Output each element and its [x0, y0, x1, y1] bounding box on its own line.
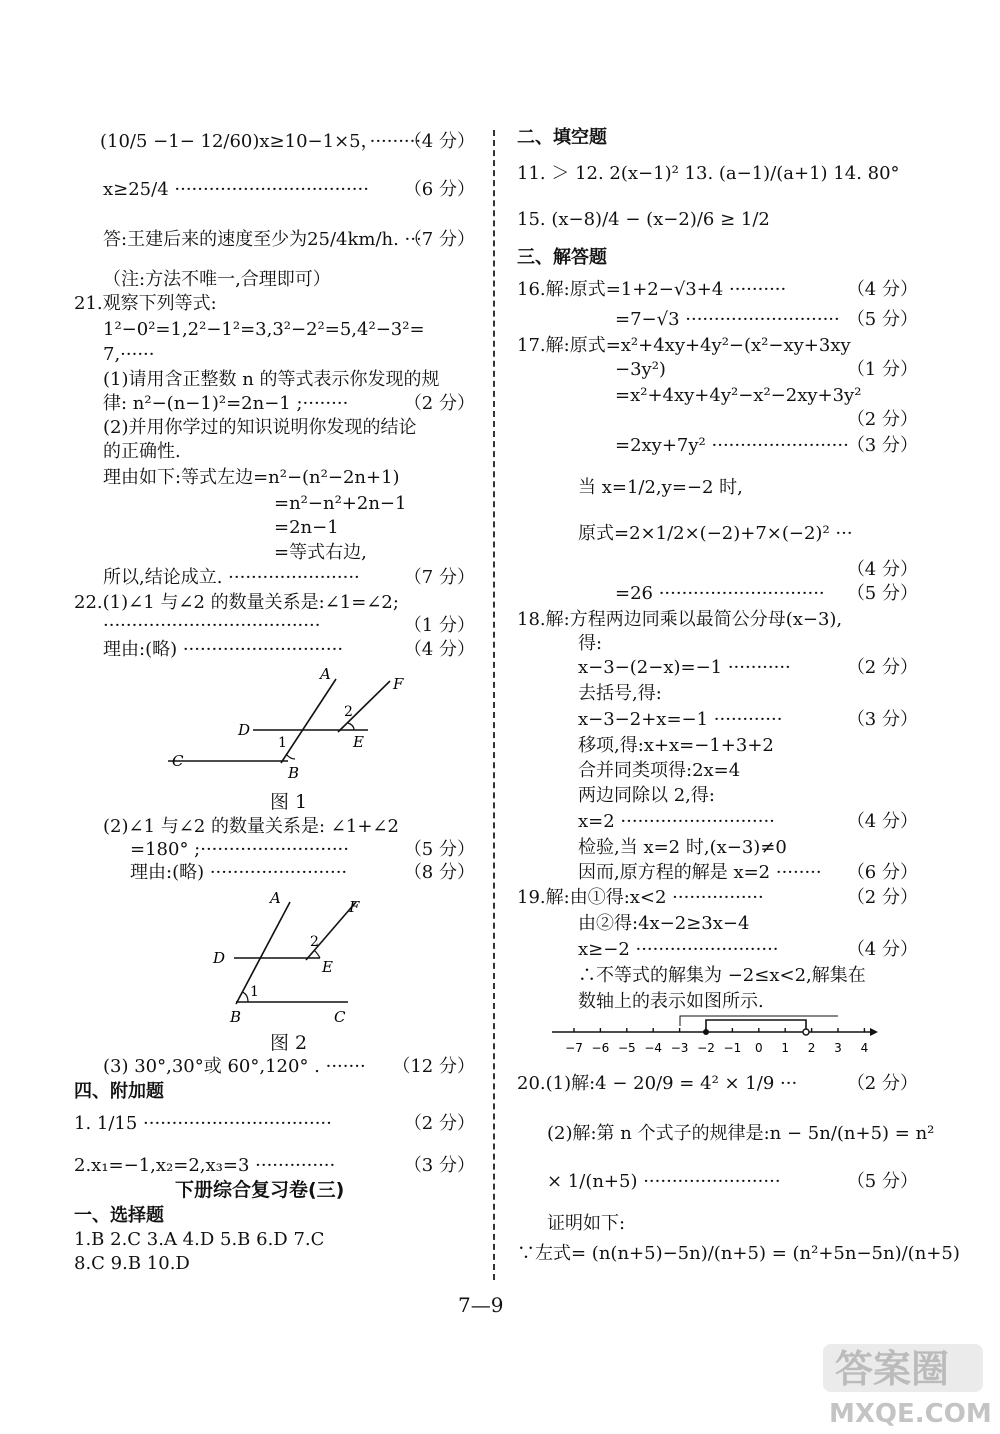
right-line: x=2 ···························	[578, 811, 775, 832]
column-divider	[493, 130, 495, 1280]
right-line: 两边同除以 2,得:	[578, 785, 715, 806]
fig2-label-D: D	[213, 949, 226, 967]
left-line: 理由:(略) ························	[130, 862, 348, 883]
score-points: （3 分）	[403, 1155, 475, 1176]
left-line: ······································	[103, 615, 321, 636]
fig1-label-B: B	[288, 764, 300, 782]
fig1-label-F: F	[393, 675, 404, 693]
fig2-label-F: F	[349, 898, 360, 916]
number-line-tick-label: 2	[807, 1041, 816, 1055]
score-points: （4 分）	[846, 279, 918, 300]
left-line: =2n−1	[274, 517, 339, 538]
right-line: 11. ＞ 12. 2(x−1)² 13. (a−1)/(a+1) 14. 80°	[517, 163, 900, 184]
score-points: （7 分）	[403, 567, 475, 588]
score-points: （4 分）	[846, 811, 918, 832]
left-line: (10/5 −1− 12/60)x≥10−1×5，·········	[100, 131, 422, 152]
right-line: x≥−2 ·························	[578, 939, 779, 960]
watermark-logo	[815, 1340, 995, 1430]
number-line-tick-label: −4	[644, 1041, 663, 1055]
left-line: (3) 30°,30°或 60°,120° . ·······	[103, 1056, 366, 1077]
left-line: 1²−0²=1,2²−1²=3,3²−2²=5,4²−3²=	[103, 319, 425, 340]
score-points: （1 分）	[403, 615, 475, 636]
fig1-label-C: C	[172, 752, 184, 770]
left-line: =180° ;··························	[130, 839, 349, 860]
score-points: （8 分）	[403, 862, 475, 883]
score-points: （7 分）	[403, 229, 475, 250]
right-line: × 1/(n+5) ························	[547, 1171, 781, 1192]
score-points: （2 分）	[403, 1113, 475, 1134]
fig1-label-A: A	[320, 665, 331, 683]
right-line: =7−√3 ···························	[615, 309, 840, 330]
fig1-label-2: 2	[344, 704, 353, 720]
left-line: 8.C 9.B 10.D	[74, 1253, 190, 1274]
right-line: =26 ·····························	[615, 583, 825, 604]
fig2-label-E: E	[322, 958, 333, 976]
left-line: 理由如下:等式左边=n²−(n²−2n+1)	[103, 467, 400, 488]
score-points: （4 分）	[403, 131, 475, 152]
left-line: 1.B 2.C 3.A 4.D 5.B 6.D 7.C	[74, 1229, 325, 1250]
right-line: 三、解答题	[517, 247, 607, 268]
number-line-tick-label: 0	[754, 1041, 763, 1055]
score-points: （5 分）	[846, 1171, 918, 1192]
fig1-label-E: E	[353, 733, 364, 751]
right-line: 原式=2×1/2×(−2)+7×(−2)² ···	[578, 523, 853, 544]
fig2-label-B: B	[230, 1008, 242, 1026]
right-line: x−3−(2−x)=−1 ···········	[578, 657, 791, 678]
watermark-logo-text: 答案圈	[835, 1347, 950, 1391]
right-line: (2)解:第 n 个式子的规律是:n − 5n/(n+5) = n²	[547, 1123, 935, 1144]
right-line: 因而,原方程的解是 x=2 ········	[578, 862, 822, 883]
left-line: =等式右边,	[274, 542, 367, 563]
left-line: 答:王建后来的速度至少为25/4km/h. ···	[103, 229, 422, 250]
left-line: 一、选择题	[74, 1205, 164, 1226]
page-number: 7—9	[458, 1293, 504, 1317]
score-points: （2 分）	[846, 887, 918, 908]
number-line-tick-label: −5	[617, 1041, 636, 1055]
fig1-label-1: 1	[278, 735, 287, 751]
fig2-label-2: 2	[310, 934, 319, 950]
score-points: （4 分）	[846, 939, 918, 960]
left-line: 2.x₁=−1,x₂=2,x₃=3 ··············	[74, 1155, 336, 1176]
number-line-tick-label: −7	[565, 1041, 583, 1055]
right-line: =x²+4xy+4y²−x²−2xy+3y²	[615, 385, 862, 406]
left-line: 理由:(略) ····························	[103, 639, 344, 660]
left-line: (2)并用你学过的知识说明你发现的结论	[103, 417, 417, 438]
number-line	[548, 1012, 888, 1060]
right-line: −3y²)	[615, 359, 666, 380]
right-line: 20.(1)解:4 − 20/9 = 4² × 1/9 ···	[517, 1073, 798, 1094]
right-line: 二、填空题	[517, 127, 607, 148]
left-line: 的正确性.	[103, 441, 181, 462]
number-line-tick-label: 1	[781, 1041, 790, 1055]
right-line: ∴不等式的解集为 −2≤x<2,解集在	[578, 965, 866, 986]
number-line-tick-label: −1	[723, 1041, 742, 1055]
number-line-tick-label: −2	[697, 1041, 715, 1055]
section-title: 下册综合复习卷(三)	[175, 1179, 345, 1201]
score-points: （2 分）	[846, 657, 918, 678]
score-points: （5 分）	[846, 583, 918, 604]
score-points: （2 分）	[846, 1073, 918, 1094]
right-line: 当 x=1/2,y=−2 时,	[578, 477, 743, 498]
right-line: 由②得:4x−2≥3x−4	[578, 913, 750, 934]
right-line: 得:	[578, 633, 603, 654]
right-line: 数轴上的表示如图所示.	[578, 991, 764, 1012]
left-line: 四、附加题	[74, 1081, 164, 1102]
left-line: (1)请用含正整数 n 的等式表示你发现的规	[103, 369, 440, 390]
fig2-label-A: A	[270, 889, 281, 907]
number-line-tick-label: −6	[591, 1041, 610, 1055]
score-points: （3 分）	[846, 709, 918, 730]
right-line: 去括号,得:	[578, 683, 662, 704]
score-points: （12 分）	[392, 1056, 475, 1077]
score-points: （6 分）	[846, 862, 918, 883]
number-line-tick-label: −3	[670, 1041, 689, 1055]
score-points: （3 分）	[846, 435, 918, 456]
fig1-label-D: D	[238, 721, 251, 739]
right-line: 18.解:方程两边同乘以最简公分母(x−3),	[517, 609, 843, 630]
left-line: 22.(1)∠1 与∠2 的数量关系是:∠1=∠2;	[74, 592, 399, 613]
left-line: 1. 1/15 ·································	[74, 1113, 332, 1134]
score-points: （2 分）	[403, 393, 475, 414]
left-line: =n²−n²+2n−1	[274, 493, 407, 514]
figure-1-caption: 图 1	[270, 791, 308, 813]
right-line: ∵左式= (n(n+5)−5n)/(n+5) = (n²+5n−5n)/(n+5)	[517, 1243, 960, 1264]
score-points: （4 分）	[403, 639, 475, 660]
left-line: 21.观察下列等式:	[74, 293, 217, 314]
right-line: 合并同类项得:2x=4	[578, 760, 741, 781]
left-line: 7,······	[103, 344, 155, 365]
fig2-label-C: C	[334, 1008, 346, 1026]
right-line: =2xy+7y² ························	[615, 435, 849, 456]
right-line: 移项,得:x+x=−1+3+2	[578, 735, 774, 756]
score-points: （5 分）	[403, 839, 475, 860]
right-line: 检验,当 x=2 时,(x−3)≠0	[578, 837, 787, 858]
watermark-url: MXQE.COM	[829, 1399, 992, 1429]
right-line: x−3−2+x=−1 ············	[578, 709, 783, 730]
figure-2	[208, 888, 388, 1028]
fig2-label-1: 1	[250, 984, 259, 1000]
right-line: 证明如下:	[547, 1213, 626, 1234]
number-line-tick-label: 4	[860, 1041, 869, 1055]
number-line-tick-label: 3	[834, 1041, 842, 1055]
left-line: （注:方法不唯一,合理即可）	[103, 269, 331, 290]
score-points: （2 分）	[846, 409, 918, 430]
left-line: 所以,结论成立. ·······················	[103, 567, 360, 588]
left-line: x≥25/4 ··································	[103, 179, 369, 200]
left-line: 律: n²−(n−1)²=2n−1 ;········	[103, 393, 349, 414]
left-line: (2)∠1 与∠2 的数量关系是: ∠1+∠2	[103, 816, 399, 837]
figure-1	[168, 665, 418, 785]
right-line: 17.解:原式=x²+4xy+4y²−(x²−xy+3xy	[517, 335, 851, 356]
right-line: 15. (x−8)/4 − (x−2)/6 ≥ 1/2	[517, 209, 770, 230]
score-points: （5 分）	[846, 309, 918, 330]
score-points: （4 分）	[846, 559, 918, 580]
score-points: （1 分）	[846, 359, 918, 380]
score-points: （6 分）	[403, 179, 475, 200]
right-line: 19.解:由①得:x<2 ················	[517, 887, 764, 908]
right-line: 16.解:原式=1+2−√3+4 ··········	[517, 279, 787, 300]
figure-2-caption: 图 2	[270, 1032, 308, 1054]
